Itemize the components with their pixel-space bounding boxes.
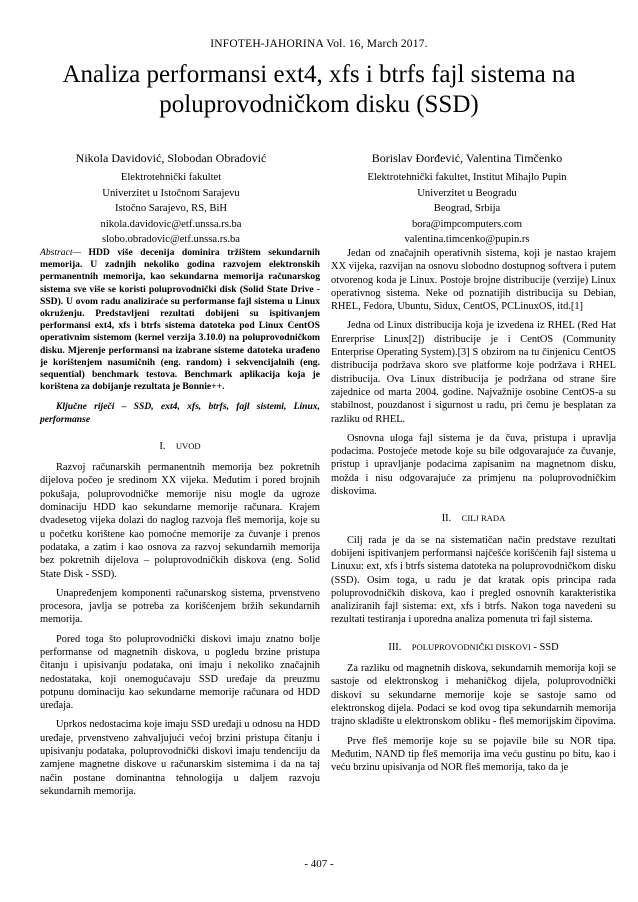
page-number: - 407 - [304,858,334,870]
author-group-2 [336,150,598,248]
affiliation-line: Univerzitet u Beogradu [417,187,517,199]
author-email: slobo.obradovic@etf.unssa.rs.ba [101,234,241,245]
title-line-1: Analiza performansi ext4, xfs i btrfs fajl sistema na [62,61,576,88]
running-header: INFOTEH-JAHORINA Vol. 16, March 2017. [210,38,428,50]
abstract-text: HDD više decenija dominira tržištem sekundarnih memorija. U zadnjih nekoliko godina razvojem elektronskih permanentnih memorija, kao sekundarna memorija računarskog sistema sve više se koristi poluprovodnički disk (Solid State Drive - SSD). U ovom radu analiziraće su performanse fajl sistema u Linux okruženju. Predstavljeni rezultati dobijeni su ispitivanjem performansi ext4, xfs i btrfs sistema datoteka pod Linux CentOS operativnim sistemom (kernel verzija 3.10.0) na poluprovodničkom disku. Mjerenje performansi na izabrane sisteme datoteka urađeno je korištenjem nasumičnih (eng. random) i sekvencijalnih (eng. sequential) benchmark testova. Benchmark aplikacija koja je korištena za dobijanje rezultata je Bonnie++. [40,247,320,393]
author-email: valentina.timcenko@pupin.rs [404,234,530,245]
paragraph: Cilj rada je da se na sistematičan način predstave rezultati dobijeni ispitivanjem performansi najčešće korišćenih fajl sistema u Linuxu: ext, xfs i btrfs sistema datoteka na poluprovodničkom disku (SSD). Osim toga, u radu je dat kratak opis principa rada poluprovodničkih diskova, kao i pregled osnovnih karakteristika analiziranih fajl sistema: ext, xfs i btrfs. Nakon toga navedeni su rezultati testiranja i uporedna analiza pomenuta tri fajl sistema. [331,534,616,626]
paragraph: Prve fleš memorije koje su se pojavile bile su NOR tipa. Međutim, NAND tip fleš memorija ima veću gustinu po bitu, kao i veću brzinu upisivanja od NOR fleš memorija, tako da je [331,735,616,774]
affiliation-line: Istočno Sarajevo, RS, BiH [114,203,228,214]
author-names: Nikola Davidović, Slobodan Obradović [75,151,267,165]
paragraph: Razvoj računarskih permanentnih memorija bez pokretnih dijelova počeo je sredinom XX vijeka. Međutim i pored brojnih pokušaja, poluprovodničke memorije nisu mogle da ugroze dominaciju HDD kao sekundarne memorije računara. Krajem dvadesetog vijeka dolazi do naglog razvoja fleš memorija, koje su u početku korištene kao pomoćne memorije za čuvanje i prenos podataka, a zatim i kao osnova za razvoj sekundarnih memorija bez pokretnih dijelova – poluprovodničkih diskova (eng. Solid State Disk - SSD). [40,462,320,580]
paragraph: Uprkos nedostacima koje imaju SSD uređaji u odnosu na HDD uređaje, prvenstveno zahvaljujući većoj brzini pristupa čitanju i upisivanju podataka, poluprovodnički diskovi imaju tendenciju da zamjene magnetne diskove u računarskim sistemima i da na taj način postane dominantna tehnologija u daljem razvoju sekundarnih memorija. [40,719,320,797]
section-heading-ssd: III. POLUPROVODNIČKI DISKOVI - SSD [388,641,559,653]
affiliation-line: Univerzitet u Istočnom Sarajevu [102,187,240,199]
section-heading-intro: I. UVOD [159,440,201,452]
author-email: nikola.davidovic@etf.unssa.rs.ba [100,218,242,230]
author-group-1 [40,150,302,248]
paragraph: Jedan od značajnih operativnih sistema, koji je nastao krajem XX vijeka, razvijan na osnovu slobodno dostupnog softvera i putem otvorenog koda je Linux. Postoje brojne distribucije (verzije) Linux operativnog sistema. Neke od poznatijih distribucija su Debian, RHEL, Fedora, Ubuntu, Sidux, CentOS, PCLinuxOS, itd.[1] [331,248,616,313]
abstract [40,247,320,393]
author-names: Borislav Đorđević, Valentina Timčenko [371,151,563,165]
right-column [331,247,616,780]
keywords: Ključne riječi – SSD, ext4, xfs, btrfs, fajl sistemi, Linux, performanse [40,401,320,425]
paragraph: Pored toga što poluprovodnički diskovi imaju znatno bolje performanse od magnetnih diskova, u pogledu brzine pristupa čitanju i upisivanju podataka, oni imaju i nekoliko značajnih nedostataka, koji onemogućavaju SSD uređaje da preuzmu potpunu dominaciju kao sekundarne memorije računara od HDD uređaja. [40,633,320,712]
title-line-2: poluprovodničkom disku (SSD) [159,91,479,118]
left-column [40,247,320,804]
paragraph: Jedna od Linux distribucija koja je izvedena iz RHEL (Red Hat Enrerprise Linux[2]) distribucije je i CentOS (Community Enterprise Operating System).[3] S obzirom na tu činjenicu CentOS distribucija podržava skoro sve platforme koje podržava i RHEL distribucija. Ova Linux distribucija je podržana od strane šire zajednice od marta 2004. godine. Najvažnije osobine CentOS-a su stabilnost, pouzdanost i sigurnost u radu, pri čemu je besplatan za razliku od RHEL. [331,320,616,425]
affiliation-line: Elektrotehnički fakultet, Institut Mihajlo Pupin [367,172,567,183]
section-heading-goal: II. CILJ RADA [441,513,506,525]
abstract-label: Abstract— [40,247,82,258]
paragraph: Unapređenjem komponenti računarskog sistema, prvenstveno procesora, javlja se potreba za korišćenjem bržih sekundarnih memorija. [40,587,320,626]
affiliation-line: Beograd, Srbija [433,203,501,214]
affiliation-line: Elektrotehnički fakultet [120,172,222,183]
paragraph: Za razliku od magnetnih diskova, sekundarnih memorija koji se sastoje od elektronskog i mehaničkog dijela, poluprovodnički diskovi su sekundarne memorije koje se sastoje samo od elektronskog dijela. Podaci se kod ovog tipa sekundarnih memorija trajno skladište u elektronskom obliku - fleš memorijskim čipovima. [331,663,616,728]
author-email: bora@impcomputers.com [411,218,523,230]
paragraph: Osnovna uloga fajl sistema je da čuva, pristupa i upravlja podacima. Postojeće metode koje su bile odgovarajuće za čuvanje, pristup i upravljanje podacima zapisanim na magnetnom disku, možda i nisu odgovarajuće za primjenu na poluprovodničkim diskovima. [331,432,616,498]
paper-title [30,60,608,120]
